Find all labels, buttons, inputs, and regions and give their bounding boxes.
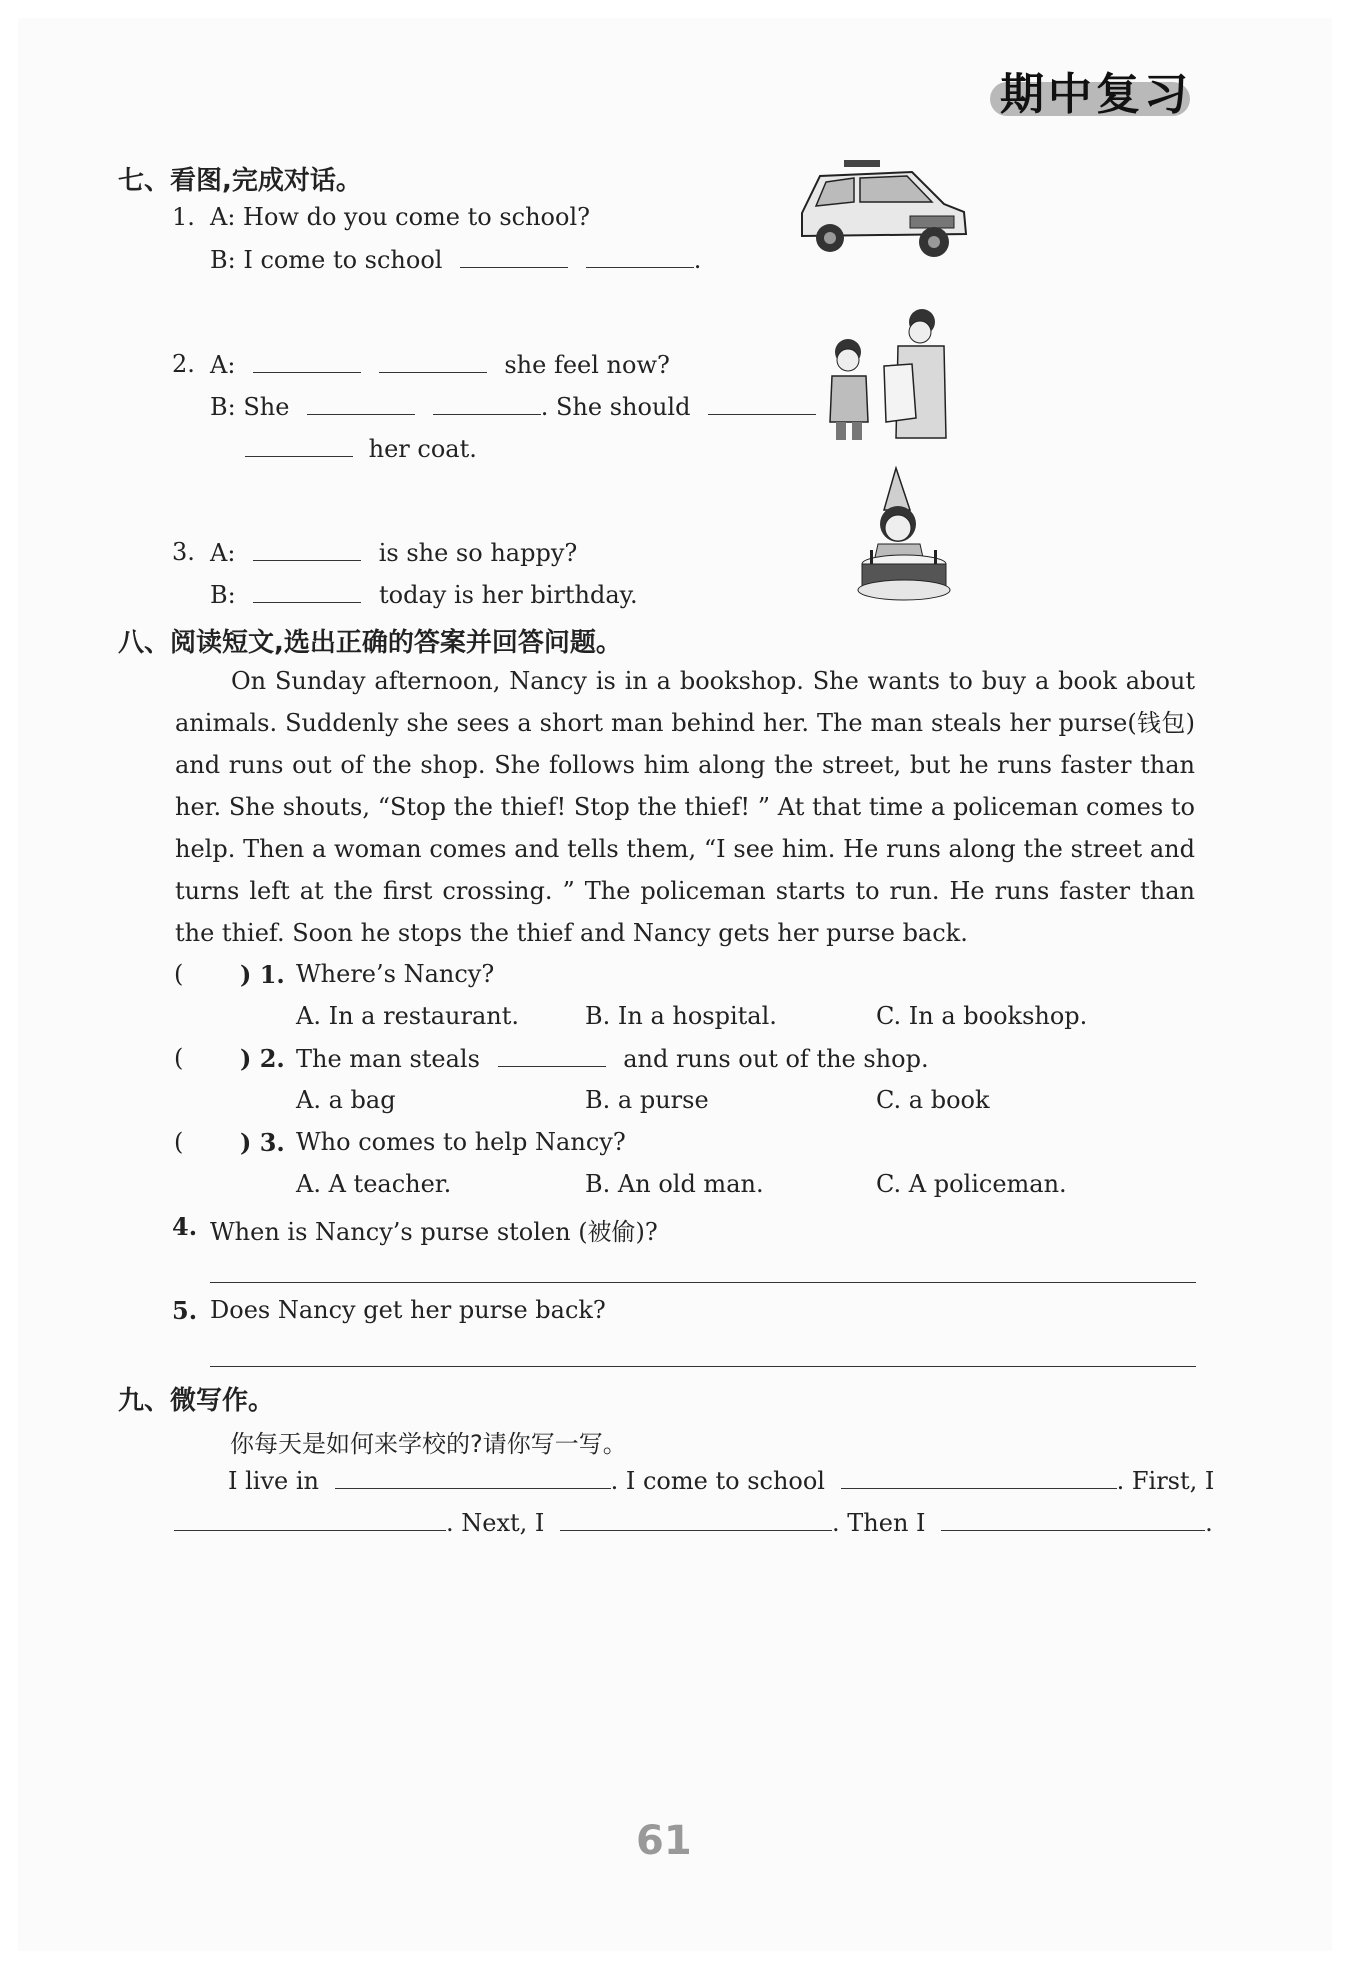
q7-3-b-suffix: today is her birthday. xyxy=(379,581,638,609)
q7-1-b-end: . xyxy=(693,246,702,274)
q8-2-option-a[interactable]: A. a bag xyxy=(296,1086,396,1114)
q8-1-option-b[interactable]: B. In a hospital. xyxy=(585,1002,777,1030)
q7-2-number: 2. xyxy=(172,350,195,378)
q8-5-text: Does Nancy get her purse back? xyxy=(210,1296,606,1324)
birthday-cake-illustration xyxy=(856,466,956,604)
section-7-heading: 七、看图,完成对话。 xyxy=(118,166,362,196)
q8-1-text: Where’s Nancy? xyxy=(296,960,495,988)
q7-3-a-prefix: A: xyxy=(210,539,236,567)
writing-blank-1[interactable] xyxy=(335,1466,611,1489)
q7-1-blank-2[interactable] xyxy=(586,245,694,268)
writing-blank-2[interactable] xyxy=(841,1466,1117,1489)
q8-3-option-c[interactable]: C. A policeman. xyxy=(876,1170,1067,1198)
mother-and-girl-illustration xyxy=(820,306,950,442)
writing-blank-3[interactable] xyxy=(174,1508,446,1531)
q8-1-number: ) 1. xyxy=(240,960,285,989)
q7-1-number: 1. xyxy=(172,203,195,231)
q7-2-b-prefix: B: She xyxy=(210,393,290,421)
taxi-car-illustration xyxy=(792,158,972,262)
writing-line1-c: . First, I xyxy=(1116,1467,1215,1495)
q7-2-a-suffix: she feel now? xyxy=(504,351,670,379)
q7-2-a-prefix: A: xyxy=(210,351,236,379)
q7-3-blank-1[interactable] xyxy=(253,538,361,561)
q8-3-option-b[interactable]: B. An old man. xyxy=(585,1170,764,1198)
q7-2-line-a xyxy=(210,350,670,379)
q7-2-blank-6[interactable] xyxy=(245,434,353,457)
q8-2-option-c[interactable]: C. a book xyxy=(876,1086,990,1114)
q8-4-answer-line[interactable] xyxy=(210,1282,1196,1283)
q7-2-c-suffix: her coat. xyxy=(368,435,477,463)
q8-5-number: 5. xyxy=(172,1296,198,1325)
section-9-heading: 九、微写作。 xyxy=(118,1386,275,1416)
passage-text: On Sunday afternoon, Nancy is in a bookshop. She wants to buy a book about animals. Suddenly she sees a short man behind her. The man steals her purse(钱包) and runs out of the shop. She follows him along the street, but he runs faster than her. She shouts, “Stop the thief! Stop the thief! ” At that time a policeman comes to help. Then a woman comes and tells them, “I see him. He runs along the street and turns left at the first crossing. ” The policeman starts to run. He runs faster than the thief. Soon he stops the thief and Nancy gets her purse back. xyxy=(175,667,1195,947)
writing-blank-4[interactable] xyxy=(560,1508,832,1531)
q8-2-text-prefix: The man steals xyxy=(296,1045,480,1073)
q8-1-paren: ( xyxy=(174,960,184,988)
q7-3-blank-2[interactable] xyxy=(253,580,361,603)
q8-3-number: ) 3. xyxy=(240,1128,285,1157)
q8-2-paren: ( xyxy=(174,1044,184,1072)
writing-line-2 xyxy=(174,1508,1213,1537)
page-background xyxy=(18,18,1332,1951)
q7-1-line-a: A: How do you come to school? xyxy=(210,203,590,231)
section-8-heading: 八、阅读短文,选出正确的答案并回答问题。 xyxy=(118,628,622,658)
q7-3-line-b xyxy=(210,580,638,609)
writing-prompt: 你每天是如何来学校的?请你写一写。 xyxy=(230,1430,627,1458)
q8-2-option-b[interactable]: B. a purse xyxy=(585,1086,709,1114)
writing-line2-a: . Next, I xyxy=(446,1509,545,1537)
q7-3-a-suffix: is she so happy? xyxy=(378,539,578,567)
q7-1-b-prefix: B: I come to school xyxy=(210,246,443,274)
q8-4-text: When is Nancy’s purse stolen (被偷)? xyxy=(210,1218,658,1246)
q8-5-answer-line[interactable] xyxy=(210,1366,1196,1367)
q7-1-line-b xyxy=(210,245,701,274)
q7-2-b-mid: . She should xyxy=(540,393,691,421)
q7-2-blank-2[interactable] xyxy=(379,350,487,373)
q7-1-blank-1[interactable] xyxy=(460,245,568,268)
writing-line2-c: . xyxy=(1205,1509,1213,1537)
writing-line1-b: . I come to school xyxy=(610,1467,825,1495)
q7-2-blank-3[interactable] xyxy=(307,392,415,415)
q8-1-option-a[interactable]: A. In a restaurant. xyxy=(296,1002,520,1030)
page-header-title: 期中复习 xyxy=(1000,69,1192,120)
q8-2-blank[interactable] xyxy=(498,1044,606,1067)
q8-2-text xyxy=(296,1044,929,1073)
q8-3-paren: ( xyxy=(174,1128,184,1156)
page-number: 61 xyxy=(636,1818,692,1864)
q8-2-number: ) 2. xyxy=(240,1044,285,1073)
q7-2-line-c xyxy=(245,434,477,463)
reading-passage xyxy=(175,660,1195,954)
writing-line2-b: . Then I xyxy=(832,1509,926,1537)
writing-line1-a: I live in xyxy=(228,1467,319,1495)
q7-3-number: 3. xyxy=(172,538,195,566)
writing-blank-5[interactable] xyxy=(941,1508,1205,1531)
writing-line-1 xyxy=(228,1466,1214,1495)
q7-2-line-b xyxy=(210,392,816,421)
q8-3-text: Who comes to help Nancy? xyxy=(296,1128,626,1156)
q7-3-line-a xyxy=(210,538,577,567)
q7-2-blank-4[interactable] xyxy=(433,392,541,415)
q7-2-blank-5[interactable] xyxy=(708,392,816,415)
q7-2-blank-1[interactable] xyxy=(253,350,361,373)
q8-3-option-a[interactable]: A. A teacher. xyxy=(296,1170,452,1198)
q8-2-text-suffix: and runs out of the shop. xyxy=(623,1045,929,1073)
q7-3-b-prefix: B: xyxy=(210,581,236,609)
q8-1-option-c[interactable]: C. In a bookshop. xyxy=(876,1002,1088,1030)
q8-4-number: 4. xyxy=(172,1212,198,1241)
